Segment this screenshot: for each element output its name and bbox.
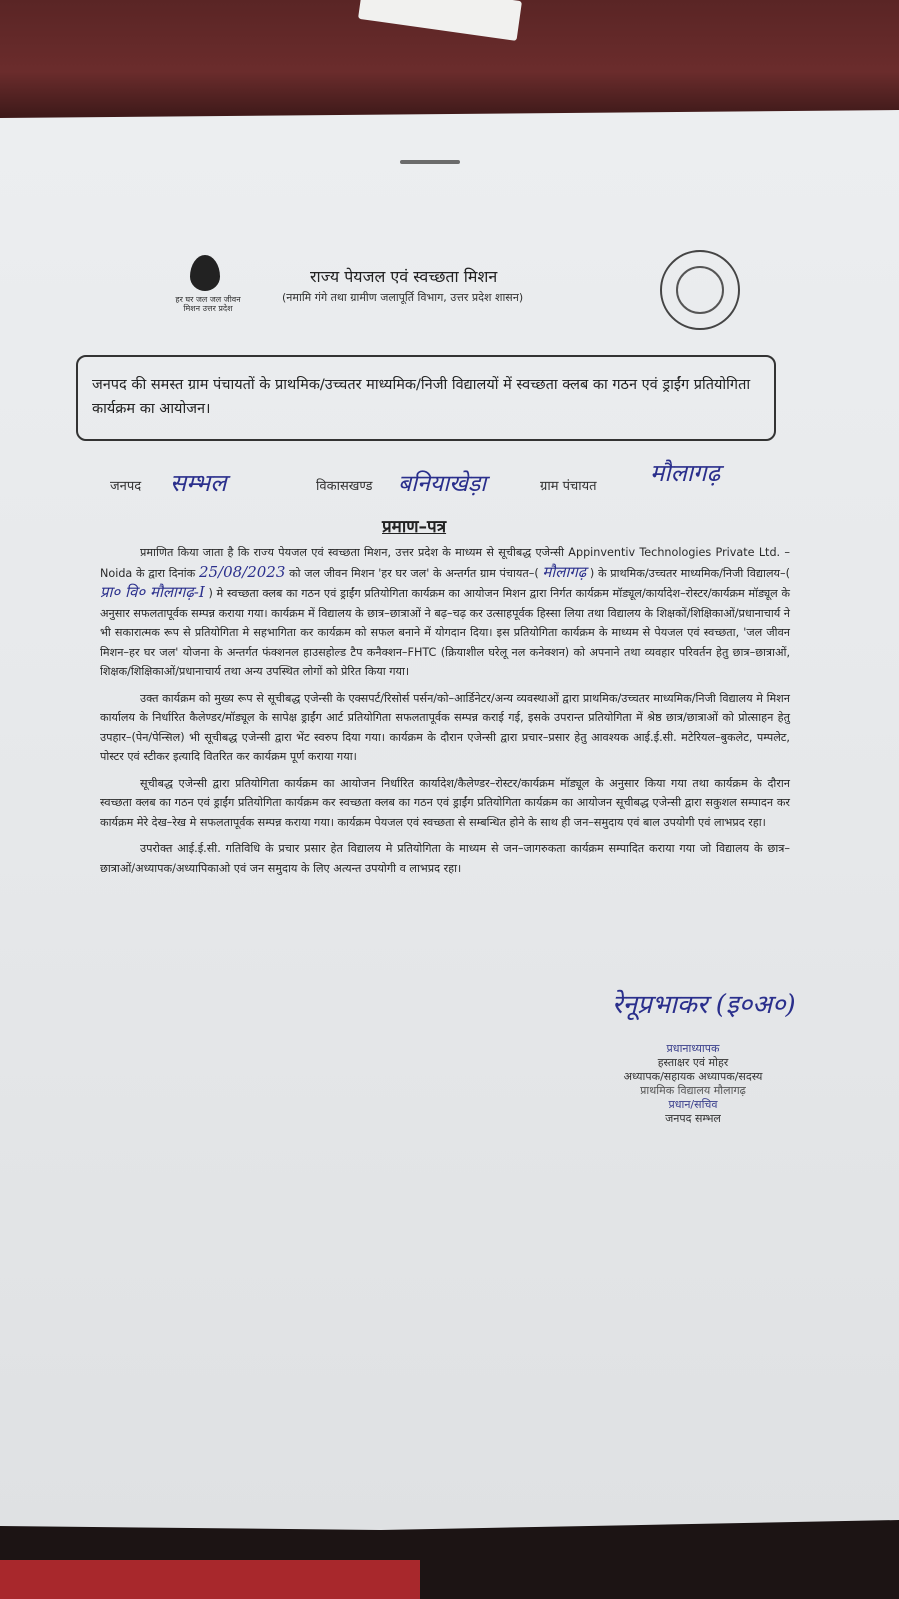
staple	[400, 160, 460, 164]
stamp-line-4: प्राथमिक विद्यालय मौलागढ़	[640, 1084, 746, 1097]
emblem-inner-ring	[676, 266, 724, 314]
stamp-line-2: हस्ताक्षर एवं मोहर	[657, 1056, 729, 1069]
block-label: विकासखण्ड	[316, 479, 373, 494]
header-subtitle: (नमामि गंगे तथा ग्रामीण जलापूर्ति विभाग, उत्तर प्रदेश शासन)	[282, 291, 524, 304]
certificate-body	[100, 543, 790, 885]
background-cloth	[0, 1560, 420, 1599]
stamp-line-6: जनपद सम्भल	[665, 1112, 721, 1125]
district-value: सम्भल	[170, 469, 227, 497]
paragraph-1	[100, 543, 790, 682]
panchayat-label: ग्राम पंचायत	[540, 479, 597, 494]
paragraph-2: उक्त कार्यक्रम को मुख्य रूप से सूचीबद्ध एजेन्सी के एक्सपर्ट/रिसोर्स पर्सन/को–आर्डिनेटर/अन्य व्यवस्थाओं द्वारा प्राथमिक/उच्चतर माध्यमिक/निजी विद्यालय मे मिशन कार्यालय के निर्धारित कैलेण्डर/मॉड्यूल के सापेक्ष ड्राईंग आर्ट प्रतियोगिता सफलतापूर्वक सम्पन्न कराई गई, इसके उपरान्त प्रतियोगिता में श्रेष्ठ छात्र/छात्राओं को प्रोत्साहन हेतु उपहार–(पेन/पेन्सिल) भी सूचीबद्ध एजेन्सी द्वारा भेंट स्वरुप दिया गया। कार्यक्रम के दौरान एजेन्सी द्वारा प्रचार–प्रसार हेतु आवश्यक आई.ई.सी. मटेरियल–बुकलेट, पम्पलेट, पोस्टर एवं स्टीकर इत्यादि वितरित कर कार्यक्रम पूर्ण कराया गया।	[100, 691, 790, 763]
paragraph-3: सूचीबद्ध एजेन्सी द्वारा प्रतियोगिता कार्यक्रम का आयोजन निर्धारित कार्यादेश/कैलेण्डर–रोस्टर/कार्यक्रम मॉड्यूल के अनुसार किया गया तथा कार्यक्रम के दौरान स्वच्छता क्लब का गठन एवं ड्राईंग प्रतियोगिता कार्यक्रम कर स्वच्छता क्लब का गठन एवं ड्राईंग प्रतियोगिता कार्यक्रम का आयोजन सूचीबद्ध एजेन्सी द्वारा सकुशल सम्पादन कर कार्यक्रम मेरे देख–रेख मे सफलतापूर्वक सम्पन्न कराया गया। कार्यक्रम पेयजल एवं स्वच्छता से सम्बन्धित होने के साथ ही जन–समुदाय एवं बाल उपयोगी एवं लाभप्रद रहा।	[100, 776, 790, 829]
stamp-line-5: प्रधान/सचिव	[668, 1098, 718, 1111]
program-date: 25/08/2023	[198, 562, 286, 581]
p1-text-b: को जल जीवन मिशन 'हर घर जल' के अन्तर्गत ग्राम पंचायत–(	[289, 566, 539, 580]
panchayat-value: मौलागढ़	[650, 459, 721, 487]
p1-text-c: ) के प्राथमिक/उच्चतर माध्यमिक/निजी विद्यालय–(	[589, 566, 790, 580]
p1-text-d: ) मे स्वच्छता क्लब का गठन एवं ड्राईंग प्रतियोगिता कार्यक्रम का आयोजन मिशन द्वारा निर्गत कार्यक्रम मॉड्यूल/कार्यादेश–रोस्टर/कार्यक्रम मॉड्यूल के अनुसार सफलतापूर्वक सम्पन्न कराया गया। कार्यक्रम में विद्यालय के छात्र–छात्राओं ने बढ़–चढ़ कर उत्साहपूर्वक हिस्सा लिया तथा विद्यालय के शिक्षकों/शिक्षिकाओं/प्रधानाचार्य ने भी सकारात्मक रूप से प्रतियोगिता मे सहभागिता कर कार्यक्रम को सफल बनाने में योगदान दिया। इस प्रतियोगिता कार्यक्रम के माध्यम से पेयजल एवं स्वच्छता, 'जल जीवन मिशन–हर घर जल' योजना के अन्तर्गत फंक्शनल हाउसहोल्ड टैप कनैक्शन–FHTC (क्रियाशील घरेलू नल कनेक्शन) को अपनाने तथा व्यवहार परिवर्तन हेतु छात्र–छात्राओं, शिक्षक/शिक्षिकाओं/प्रधानाचार्य तथा अन्य उपस्थित लोगों को प्रेरित किया गया।	[100, 587, 790, 678]
district-label: जनपद	[110, 479, 142, 494]
header-title: राज्य पेयजल एवं स्वच्छता मिशन	[310, 267, 498, 286]
logo-caption: हर घर जल जल जीवन मिशन उत्तर प्रदेश	[175, 295, 241, 313]
official-stamp	[578, 1042, 808, 1126]
up-govt-emblem	[660, 250, 740, 330]
village-name: मौलागढ़	[542, 562, 587, 581]
certificate-title: प्रमाण–पत्र	[382, 517, 447, 537]
water-drop-icon	[190, 255, 220, 291]
jal-jeevan-mission-logo	[168, 255, 248, 335]
stamp-line-1: प्रधानाध्यापक	[666, 1042, 720, 1055]
school-name: प्रा० वि० मौलागढ़-I	[100, 583, 205, 601]
handwritten-signature: रेनूप्रभाकर (इ०अ०)	[612, 990, 796, 1020]
location-fields	[110, 459, 810, 506]
topic-box: जनपद की समस्त ग्राम पंचायतों के प्राथमिक/उच्चतर माध्यमिक/निजी विद्यालयों में स्वच्छता क्लब का गठन एवं ड्राईंग प्रतियोगिता कार्यक्रम का आयोजन।	[76, 355, 776, 441]
stamp-line-3: अध्यापक/सहायक अध्यापक/सदस्य	[623, 1070, 763, 1083]
p1-text-a: प्रमाणित किया जाता है कि राज्य पेयजल एवं स्वच्छता मिशन, उत्तर प्रदेश के माध्यम से सूचीबद्ध एजेन्सी Appinventiv Technologies Private Ltd. – Noida के द्वारा दिनांक	[100, 546, 790, 580]
paragraph-4: उपरोक्त आई.ई.सी. गतिविधि के प्रचार प्रसार हेत विद्यालय मे प्रतियोगिता के माध्यम से जन–जागरुकता कार्यक्रम सम्पादित कराया गया जो विद्यालय के छात्र–छात्राओं/अध्यापक/अध्यापिकाओ एवं जन समुदाय के लिए अत्यन्त उपयोगी व लाभप्रद रहा।	[100, 842, 790, 875]
block-value: बनियाखेड़ा	[398, 471, 487, 497]
